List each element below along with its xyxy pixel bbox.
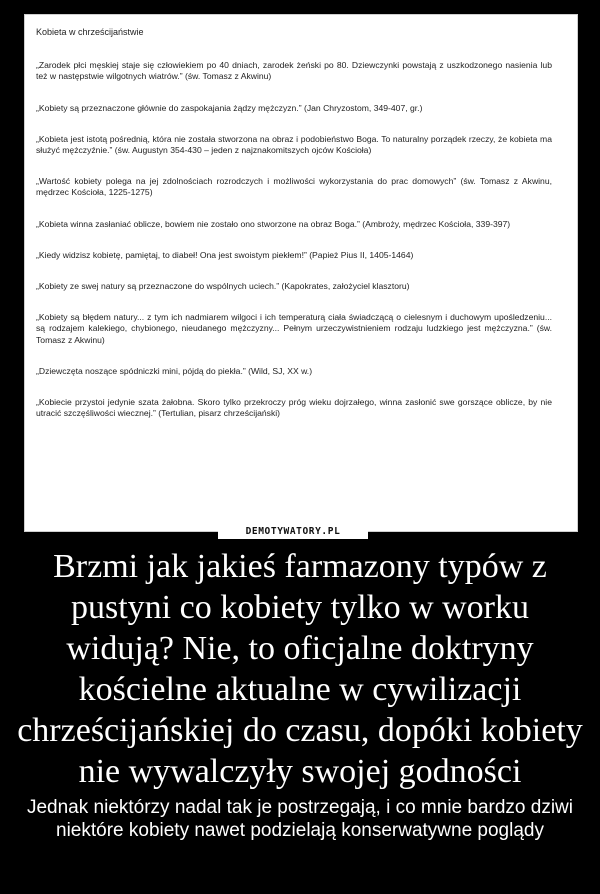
quote-9: „Dziewczęta noszące spódniczki mini, pójdą do piekła.” (Wild, SJ, XX w.)	[36, 365, 313, 376]
quote-2: „Kobiety są przeznaczone głównie do zaspokajania żądzy mężczyzn.” (Jan Chryzostom, 349-407, gr.)	[36, 102, 423, 113]
subline: Jednak niektórzy nadal tak je postrzegają, i co mnie bardzo dziwi niektóre kobiety nawet podzielają konserwatywne poglądy	[26, 797, 573, 841]
document-title: Kobieta w chrześcijaństwie	[36, 27, 144, 37]
quote-5: „Kobieta winna zasłaniać oblicze, bowiem nie zostało ono stworzone na obraz Boga.” (Ambroży, mędrzec Kościoła, 339-397)	[36, 218, 511, 229]
quote-6: „Kiedy widzisz kobietę, pamiętaj, to diabeł! Ona jest swoistym piekłem!” (Papież Pius II, 1405-1464)	[36, 249, 414, 260]
quote-7: „Kobiety ze swej natury są przeznaczone do wspólnych uciech.” (Kapokrates, założyciel klasztoru)	[36, 281, 410, 292]
quote-1: „Zarodek płci męskiej staje się człowiekiem po 40 dniach, zarodek żeński po 80. Dziewczynki powstają z uszkodzonego nasienia lub też w następstwie wilgotnych wiatrów.” (św. Tomasz z Akwinu)	[36, 60, 552, 82]
quote-document	[36, 27, 552, 439]
headline: Brzmi jak jakieś farmazony typów z pustyni co kobiety tylko w worku widują? Nie, to oficjalne doktryny kościelne aktualne w cywilizacji chrześcijańskiej do czasu, dopóki kobiety nie wywalczyły swojej godności	[17, 548, 583, 790]
site-watermark: DEMOTYWATORY.PL	[218, 525, 368, 539]
quote-8: „Kobiety są błędem natury... z tym ich nadmiarem wilgoci i ich temperaturą ciała świadczącą o cielesnym i duchowym upośledzeniu... są rodzajem kalekiego, chybionego, nieudanego mężczyzny... Pełnym urzeczywistnieniem rodzaju ludzkiego jest mężczyzna.” (św. Tomasz z Akwinu)	[36, 312, 552, 345]
quote-10: „Kobiecie przystoi jedynie szata żałobna. Skoro tylko przekroczy próg wieku dojrzałego, winna zasłonić swe gorszące oblicze, by nie utracić szczęśliwości wiecznej.” (Tertulian, pisarz chrześcijański)	[36, 397, 552, 419]
quote-3: „Kobieta jest istotą pośrednią, która nie została stworzona na obraz i podobieństwo Boga. To naturalny porządek rzeczy, że kobieta ma służyć mężczyźnie.” (św. Augustyn 354-430 – jeden z najznakomitszych ojców Kościoła)	[36, 133, 552, 156]
quote-4: „Wartość kobiety polega na jej zdolnościach rozrodczych i możliwości wykorzystania do prac domowych” (św. Tomasz z Akwinu, mędrzec Kościoła, 1225-1275)	[36, 176, 552, 198]
